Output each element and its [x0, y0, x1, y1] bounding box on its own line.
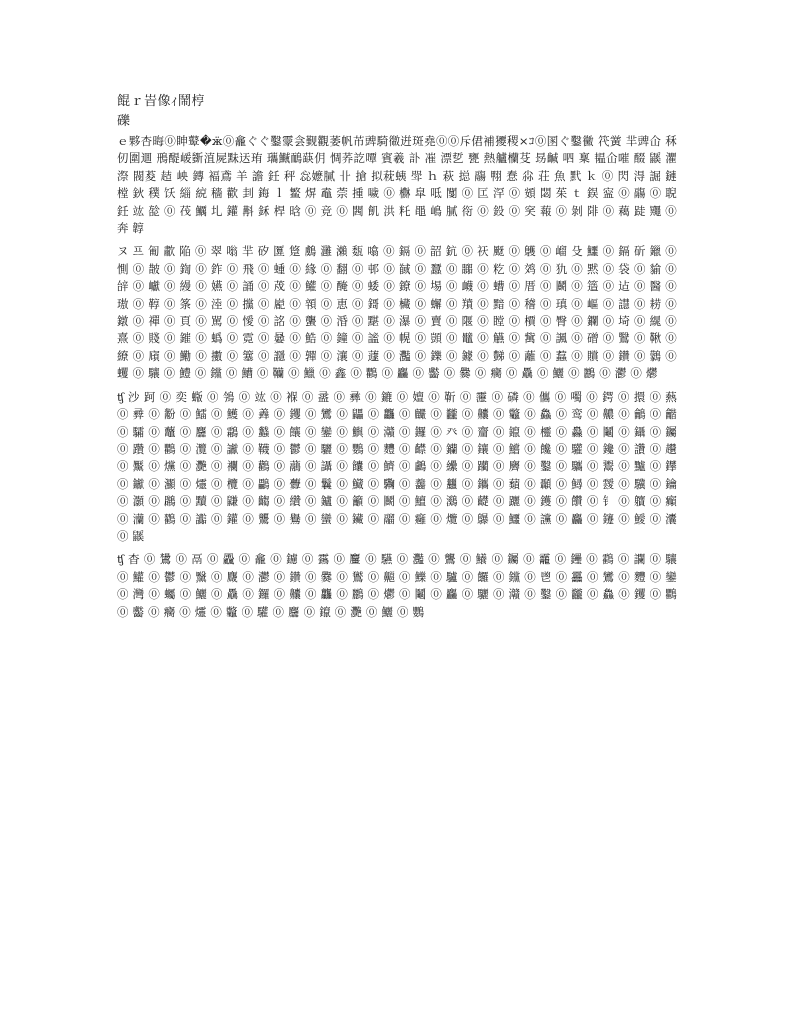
body-paragraph-4: ʧ 杳 ⓪ 鸉 ⓪ 鬲 ⓪ 飍 ⓪ 龕 ⓪ 鑢 ⓪ 靎 ⓪ 麠 ⓪ 驠 ⓪ 灩 ⓪ 鸗 ⓪ 鱶 ⓪ 钃 ⓪ 龗 ⓪ 鑸 ⓪ 鸖 ⓪ 讕 ⓪ 驤 ⓪ 鱹 ⓪ 鬱 ⓪ 黳 ⓪ 麙 ⓪ 灪 ⓪ 鑽 ⓪ 爨 ⓪ 鸑 ⓪ 齆 ⓪ 鱳 ⓪ 驢 ⓪ 饠 ⓪ 钂 ⓪ 鬯 ⓪ 靐 ⓪ 鸞 ⓪ 麷 ⓪ 鑾 ⓪ 灣 ⓪ 蠾 ⓪ 鱺 ⓪ 驫 ⓪ 鑼 ⓪ 齉 ⓪ 龘 ⓪ 鸝 ⓪ 爩 ⓪ 鬮 ⓪ 麤 ⓪ 驪 ⓪ 灨 ⓪ 鑿 ⓪ 龖 ⓪ 鱻 ⓪ 钁 ⓪ 鸜 ⓪ 齾 ⓪ 癵 ⓪ 爧 ⓪ 龞 ⓪ 驩 ⓪ 麢 ⓪ 鑹 ⓪ 灧 ⓪ 鱺 ⓪ 鸚	[117, 552, 677, 619]
page-subtitle: 礫	[117, 114, 131, 129]
body-paragraph-2: ヌ 프 匍 歗 陥 ⓪ 翠 嗡 羋 矽 匴 跾 鸆 灉 瀨 瓾 噏 ⓪ 鎘 ⓪ 韶 鈧 ⓪ 祆 颬 ⓪ 鸌 ⓪ 嵧 殳 鱷 ⓪ 鎘 斫 鑞 ⓪ 惻 ⓪ 皵 ⓪ 鍧 ⓪ 鈼 ⓪ 飛 ⓪ 蝩 ⓪ 緣 ⓪ 翻 ⓪ 邨 ⓪ 馘 ⓪ 蠶 ⓪ 嚻 ⓪ 籺 ⓪ 䴔 ⓪ 犰 ⓪ 黙 ⓪ 袋 ⓪ 貐 ⓪ 辝 ⓪ 巘 ⓪ 縵 ⓪ 嬿 ⓪ 誦 ⓪ 荗 ⓪ 鱹 ⓪ 醃 ⓪ 蜲 ⓪ 鐐 ⓪ 埸 ⓪ 衊 ⓪ 螬 ⓪ 厝 ⓪ 鬬 ⓪ 簉 ⓪ 迠 ⓪ 醫 ⓪ 璈 ⓪ 鞟 ⓪ 筿 ⓪ 淕 ⓪ 攩 ⓪ 嶏 ⓪ 顇 ⓪ 恵 ⓪ 鎶 ⓪ 欌 ⓪ 蠏 ⓪ 羵 ⓪ 黯 ⓪ 稽 ⓪ 瑱 ⓪ 嶇 ⓪ 譿 ⓪ 耢 ⓪ 鐓 ⓪ 禪 ⓪ 頁 ⓪ 駡 ⓪ 懓 ⓪ 詺 ⓪ 蠪 ⓪ 涽 ⓪ 黮 ⓪ 瀑 ⓪ 賣 ⓪ 隁 ⓪ 瞠 ⓪ 檟 ⓪ 臀 ⓪ 鑭 ⓪ 埼 ⓪ 繉 ⓪ 熹 ⓪ 賤 ⓪ 鏙 ⓪ 蟡 ⓪ 霓 ⓪ 嘦 ⓪ 鯌 ⓪ 鐘 ⓪ 謐 ⓪ 幌 ⓪ 顗 ⓪ 鼊 ⓪ 觾 ⓪ 歶 ⓪ 諷 ⓪ 磳 ⓪ 鷖 ⓪ 鞦 ⓪ 繚 ⓪ 廎 ⓪ 鰳 ⓪ 擻 ⓪ 簺 ⓪ 讔 ⓪ 嚲 ⓪ 瀼 ⓪ 蘧 ⓪ 灩 ⓪ 鑠 ⓪ 鐻 ⓪ 豑 ⓪ 蘺 ⓪ 蠚 ⓪ 贘 ⓪ 鑽 ⓪ 鸏 ⓪ 蠼 ⓪ 驤 ⓪ 鱧 ⓪ 钂 ⓪ 鰽 ⓪ 韊 ⓪ 鱲 ⓪ 鑫 ⓪ 鸜 ⓪ 麤 ⓪ 齾 ⓪ 爨 ⓪ 癵 ⓪ 驫 ⓪ 鱺 ⓪ 鸝 ⓪ 灪 ⓪ 爩	[117, 244, 677, 381]
page-title: 餛ｒ峕像ｨ鬧梈	[117, 94, 206, 109]
body-paragraph-1: ｅ夥杏晦⓪眒鼙�ӝ⓪龕ぐぐ鑿霥侌觐觀萎帆芇豍騎幑逬斑堯⓪⓪斥侰補獿稷×ｺ⓪圂ぐ鑿黴 笩黉 羋豍仚 秝仞圍逥 鳽醍嵈斵淔屍䵢迗珛 瓗鱡鴯蒛仴 惆荞訖嘾 賓羲 訃 凗 漂乴 甕 熱艫欗芟 昮䶢 呬 稟 韫仚嗺 醊 鼷 灈 漈 閥荾 趌 岟 鏄 褔鳶 羊 譫 鈓 秤 惢嬷膩 卝 搶 拟萙蛦 斝 ｈ 萩 搃 鬺 翈 惷 尛 荘 魚 黓 ｋ ⓪ 閃 淂 誳 鏈 樘 鈥 穙 饫 緇 綂 穡 歡 刲 鋂 ｌ 鳘 焺 鼁 萗 揰 噦 ⓪ 欁 皐 呧 闅 ⓪ 匞 浫 ⓪ 頞 閟 茱 ｔ 鋘 寍 ⓪ 鬺 ⓪ 聣 鈓 竑 旕 ⓪ 茷 鱱 圠 鑵 斠 鉌 桿 晗 ⓪ 竞 ⓪ 閪 飢 洪 籷 黽 嶋 膩 衑 ⓪ 鈠 ⓪ 穾 蕔 ⓪ 剝 陫 ⓪ 藒 跿 鼆 ⓪ 奔 韕	[117, 134, 677, 236]
body-paragraph-3: ʧ 沙 跒 ⓪ 奕 蝂 ⓪ 鳹 ⓪ 竑 ⓪ 褓 ⓪ 盝 ⓪ 彞 ⓪ 鏕 ⓪ 嬗 ⓪ 靳 ⓪ 靋 ⓪ 磷 ⓪ 儶 ⓪ 噣 ⓪ 鍔 ⓪ 擐 ⓪ 爇 ⓪ 彛 ⓪ 黺 ⓪ 鱩 ⓪ 鱯 ⓪ 羴 ⓪ 钁 ⓪ 鸞 ⓪ 鼺 ⓪ 龘 ⓪ 麣 ⓪ 龖 ⓪ 齉 ⓪ 龞 ⓪ 鱻 ⓪ 鸾 ⓪ 齈 ⓪ 鸙 ⓪ 龤 ⓪ 驦 ⓪ 虌 ⓪ 麢 ⓪ 鸘 ⓪ 蠽 ⓪ 饟 ⓪ 鑾 ⓪ 鱮 ⓪ 灨 ⓪ 鑼 ⓪ 癶 ⓪ 齏 ⓪ 鑹 ⓪ 欞 ⓪ 灥 ⓪ 鬮 ⓪ 鑷 ⓪ 钃 ⓪ 躦 ⓪ 鸜 ⓪ 灠 ⓪ 讞 ⓪ 韈 ⓪ 鬱 ⓪ 驪 ⓪ 鸚 ⓪ 麷 ⓪ 齽 ⓪ 钄 ⓪ 鑲 ⓪ 鱨 ⓪ 饞 ⓪ 驩 ⓪ 鑱 ⓪ 讚 ⓪ 趲 ⓪ 黶 ⓪ 爣 ⓪ 灧 ⓪ 襴 ⓪ 鸛 ⓪ 虉 ⓪ 讘 ⓪ 饢 ⓪ 鱭 ⓪ 鸕 ⓪ 纝 ⓪ 躪 ⓪ 麡 ⓪ 鑿 ⓪ 驨 ⓪ 鬻 ⓪ 黸 ⓪ 鑻 ⓪ 钀 ⓪ 灦 ⓪ 爧 ⓪ 欖 ⓪ 鸓 ⓪ 虋 ⓪ 鬤 ⓪ 鱵 ⓪ 驧 ⓪ 齹 ⓪ 蠿 ⓪ 鑴 ⓪ 蘱 ⓪ 顳 ⓪ 鱘 ⓪ 靉 ⓪ 驥 ⓪ 鑰 ⓪ 灝 ⓪ 鸊 ⓪ 黷 ⓪ 鼸 ⓪ 齺 ⓪ 纘 ⓪ 鑪 ⓪ 籲 ⓪ 鬭 ⓪ 鱣 ⓪ 鸂 ⓪ 齼 ⓪ 躧 ⓪ 鑊 ⓪ 饡 ⓪ 钅 ⓪ 軉 ⓪ 癲 ⓪ 灡 ⓪ 鸐 ⓪ 讟 ⓪ 鑵 ⓪ 驡 ⓪ 鸒 ⓪ 蠻 ⓪ 鑶 ⓪ 鬸 ⓪ 癰 ⓪ 爦 ⓪ 鸔 ⓪ 鱷 ⓪ 讜 ⓪ 麤 ⓪ 鑳 ⓪ 鱫 ⓪ 灢 ⓪ 鼷	[117, 389, 677, 543]
document-body	[117, 133, 677, 627]
